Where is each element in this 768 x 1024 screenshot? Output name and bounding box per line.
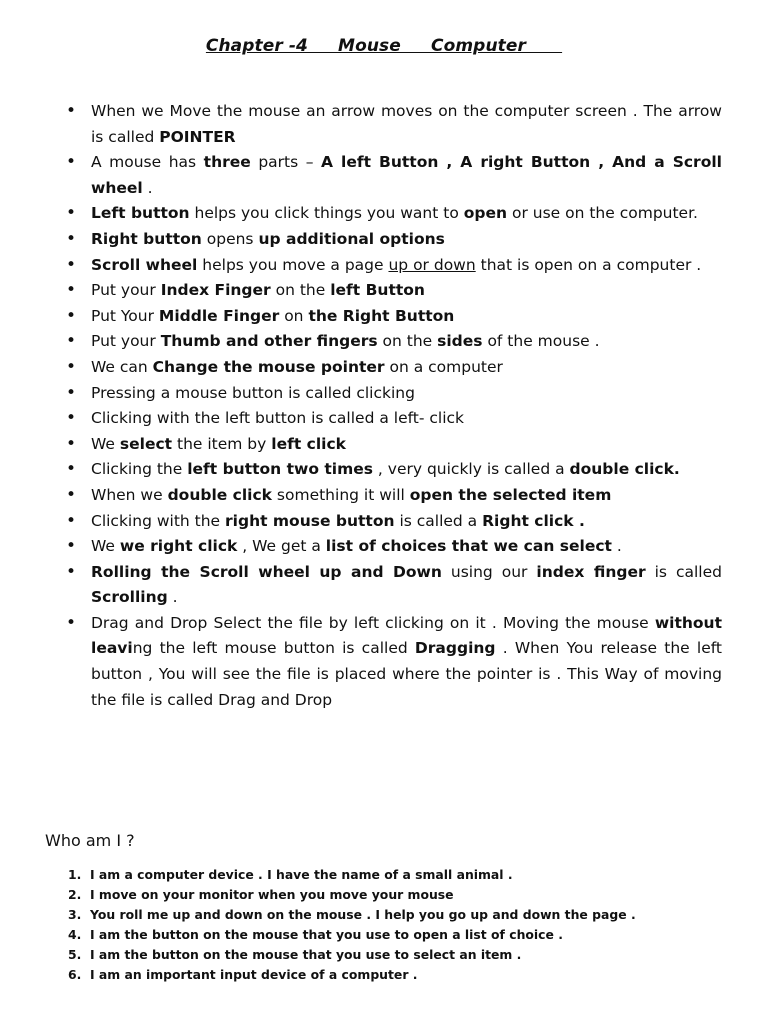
bullet-item [66, 381, 722, 407]
bullet-text: ng the left mouse button is called [132, 639, 415, 658]
bullet-text: the Right Button [308, 306, 455, 325]
bullet-text: . When You release the left button , You will see the file is placed where the pointer is . This Way of moving the file is called Drag and Drop [91, 639, 722, 709]
bullet-text: Change the mouse pointer [152, 357, 385, 376]
bullet-item [66, 457, 722, 483]
bullet-text: up or down [388, 255, 476, 274]
bullet-text: Clicking the [91, 460, 188, 479]
quiz-item [68, 905, 728, 925]
bullet-text: is called [645, 562, 722, 581]
bullet-text: . [611, 537, 622, 556]
bullet-text: double click [167, 485, 272, 504]
bullet-text: open [463, 204, 508, 223]
bullet-item [66, 611, 722, 713]
bullet-text: double click. [569, 460, 680, 479]
bullet-text: right mouse button [225, 511, 395, 530]
bullet-text: Right click . [482, 511, 585, 530]
quiz-number: 3. [68, 907, 82, 923]
bullet-text: on the [270, 281, 331, 300]
quiz-text: You roll me up and down on the mouse . I help you go up and down the page . [90, 907, 636, 923]
bullet-text: up additional options [258, 229, 445, 248]
bullet-text: Scroll wheel [91, 255, 198, 274]
quiz-item [68, 965, 728, 985]
bullet-item [66, 406, 722, 432]
bullet-text: Put your [91, 281, 161, 300]
bullet-text: Thumb and other fingers [160, 332, 378, 351]
bullet-item [66, 534, 722, 560]
quiz-text: I am an important input device of a computer . [90, 967, 418, 983]
quiz-text: I move on your monitor when you move your mouse [90, 887, 454, 903]
quiz-list [68, 865, 728, 986]
bullet-text: We [91, 434, 120, 453]
bullet-text: on [279, 306, 309, 325]
quiz-number: 1. [68, 867, 82, 882]
bullet-text: Clicking with the [91, 511, 226, 530]
bullet-text: A mouse has [91, 153, 204, 172]
bullet-item [66, 278, 722, 304]
bullet-text: left click [271, 434, 346, 453]
bullet-text: Scrolling [91, 588, 168, 607]
bullet-text: list of choices that we can select [325, 537, 612, 556]
bullet-text: three [203, 153, 251, 172]
bullet-text: We can [91, 357, 153, 376]
bullet-text: we right click [119, 537, 238, 556]
bullet-text: When we Move the mouse an arrow moves on the computer screen . The arrow is called [91, 102, 722, 146]
who-am-i-heading: Who am I ? [45, 831, 135, 850]
bullet-text: . [142, 178, 153, 197]
bullet-text: on a computer [384, 357, 503, 376]
bullet-text: the item by [172, 434, 272, 453]
page-title [0, 36, 768, 56]
bullet-text: Dragging [414, 639, 496, 658]
quiz-item [68, 865, 728, 885]
bullet-item [66, 253, 722, 279]
quiz-item [68, 885, 728, 905]
bullet-text: parts – [250, 153, 322, 172]
bullet-text: sides [437, 332, 483, 351]
quiz-text: I am the button on the mouse that you use to open a list of choice . [90, 927, 563, 943]
bullet-text: that is open on a computer . [475, 255, 702, 274]
bullet-text: Rolling the Scroll wheel up and Down [91, 562, 442, 581]
bullet-item [66, 227, 722, 253]
bullet-text: helps you click things you want to [189, 204, 464, 223]
bullet-text: A left Button , A right Button , And a Scroll wheel [91, 153, 722, 197]
quiz-text: I am the button on the mouse that you use to select an item . [90, 947, 522, 963]
bullet-text: , We get a [237, 537, 326, 556]
bullet-item [66, 483, 722, 509]
bullet-text: Clicking with the left button is called a left- click [91, 409, 465, 428]
bullet-text: Put Your [91, 306, 159, 325]
bullet-text: Drag and Drop Select the file by left clicking on it . Moving the mouse [91, 613, 655, 632]
bullet-text: left Button [330, 281, 425, 300]
notes-list [66, 99, 722, 713]
title-text: Chapter -4 Mouse Computer [205, 36, 563, 56]
bullet-text: . [167, 588, 178, 607]
bullet-item [66, 355, 722, 381]
bullet-text: , very quickly is called a [373, 460, 570, 479]
bullet-item [66, 432, 722, 458]
bullet-text: opens [201, 229, 259, 248]
bullet-text: is called a [394, 511, 483, 530]
bullet-text: We [91, 537, 120, 556]
quiz-number: 6. [68, 967, 82, 983]
bullet-item [66, 304, 722, 330]
bullet-text: or use on the computer. [507, 204, 698, 223]
bullet-text: Put your [91, 332, 161, 351]
quiz-item [68, 925, 728, 945]
bullet-text: When we [91, 485, 168, 504]
bullet-item [66, 509, 722, 535]
quiz-number: 5. [68, 947, 82, 963]
bullet-text: open the selected item [409, 485, 612, 504]
bullet-text: of the mouse . [482, 332, 600, 351]
quiz-item [68, 945, 728, 965]
bullet-text: Right button [91, 229, 202, 248]
quiz-number: 4. [68, 927, 82, 943]
bullet-text: Left button [91, 204, 190, 223]
bullet-text: without leavi [91, 613, 722, 658]
bullet-text: helps you move a page [197, 255, 389, 274]
quiz-number: 2. [68, 887, 82, 903]
bullet-text: something it will [271, 485, 410, 504]
bullet-text: index finger [536, 562, 646, 581]
bullet-item [66, 201, 722, 227]
bullet-item [66, 99, 722, 150]
bullet-item [66, 560, 722, 611]
bullet-text: Index Finger [160, 281, 271, 300]
bullet-text: POINTER [159, 127, 236, 146]
quiz-text: I am a computer device . I have the name of a small animal . [90, 867, 513, 882]
bullet-text: Pressing a mouse button is called clicking [91, 383, 415, 402]
bullet-item [66, 329, 722, 355]
bullet-item [66, 150, 722, 201]
bullet-text: using our [441, 562, 537, 581]
bullet-text: select [119, 434, 173, 453]
bullet-text: left button two times [187, 460, 373, 479]
bullet-text: on the [377, 332, 438, 351]
bullet-text: Middle Finger [158, 306, 280, 325]
